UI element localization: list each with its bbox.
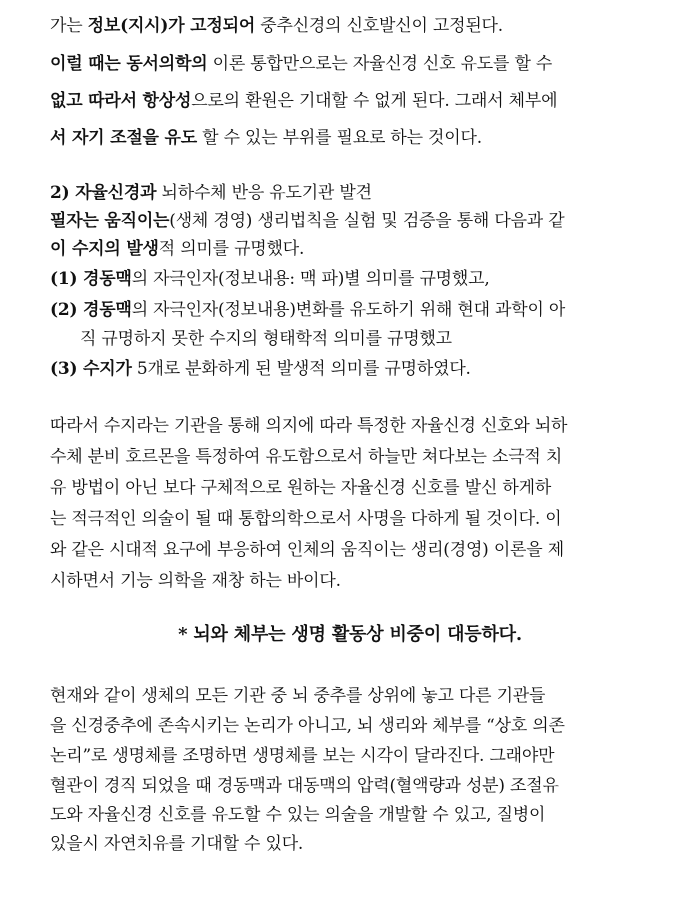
text-run: 적 의미를 규명했다. [158, 239, 305, 259]
text-run: 직 규명하지 못한 수지의 형태학적 의미를 규명했고 [80, 329, 452, 349]
text-run: 이론 통합만으로는 자율신경 신호 유도를 할 수 [207, 54, 553, 74]
list-item [50, 298, 670, 322]
text-line [50, 237, 670, 261]
list-item [50, 267, 670, 291]
text-line [50, 803, 670, 827]
text-run: 따라서 수지라는 기관을 통해 의지에 따라 특정한 자율신경 신호와 뇌하 [50, 416, 568, 436]
text-run: 가는 [50, 16, 88, 36]
text-line [50, 714, 670, 738]
bold-text: 없고 따라서 항상성 [50, 91, 192, 111]
bold-text: 서 자기 조절을 유도 [50, 128, 197, 148]
text-run: 혈관이 경직 되었을 때 경동맥과 대동맥의 압력(혈액량과 성분) 조절유 [50, 776, 559, 796]
text-run: 도와 자율신경 신호를 유도할 수 있는 의술을 개발할 수 있고, 질병이 [50, 805, 546, 825]
text-line [50, 14, 670, 38]
text-run: 있을시 자연치유를 기대할 수 있다. [50, 834, 304, 854]
bold-text: (1) 경동맥 [50, 269, 132, 289]
text-line [50, 209, 670, 233]
text-line [50, 507, 670, 531]
bold-text: 필자는 움직이는 [50, 211, 170, 231]
text-run: 의 자극인자(정보내용)변화를 유도하기 위해 현대 과학이 아 [131, 300, 566, 320]
text-run: 와 같은 시대적 요구에 부응하여 인체의 움직이는 생리(경영) 이론을 제 [50, 540, 564, 560]
text-run: 는 적극적인 의술이 될 때 통합의학으로서 사명을 다하게 될 것이다. 이 [50, 509, 562, 529]
text-line [50, 569, 670, 593]
bold-text: (3) 수지가 [50, 359, 132, 379]
text-line [50, 476, 670, 500]
bold-text: (2) 경동맥 [50, 300, 132, 320]
text-run: 유 방법이 아닌 보다 구체적으로 원하는 자율신경 신호를 발신 하게하 [50, 478, 552, 498]
bold-text: 때는 동서의학의 [88, 54, 208, 74]
bold-text: 이 수지의 발생 [50, 239, 159, 259]
text-line [50, 684, 670, 708]
bold-text: 이럴 [50, 54, 89, 74]
text-line [50, 414, 670, 438]
text-run: 5개로 분화하게 된 발생적 의미를 규명하였다. [131, 359, 471, 379]
text-run: 현재와 같이 생체의 모든 기관 중 뇌 중추를 상위에 놓고 다른 기관들 [50, 686, 546, 706]
text-line [50, 126, 670, 150]
text-line [50, 52, 670, 76]
text-run: 의 자극인자(정보내용: 맥 파)별 의미를 규명했고, [131, 269, 490, 289]
text-line [50, 744, 670, 768]
bold-text: 정보(지시)가 고정되어 [87, 16, 256, 36]
list-item-continuation [80, 327, 670, 351]
list-item [50, 357, 670, 381]
text-run: 수체 분비 호르몬을 특정하여 유도함으로서 하늘만 쳐다보는 소극적 치 [50, 447, 563, 467]
text-run: 뇌하수체 반응 유도기관 발견 [156, 183, 372, 203]
text-run: 으로의 환원은 기대할 수 없게 된다. 그래서 체부에 [191, 91, 558, 111]
text-line [50, 832, 670, 856]
section-title: * 뇌와 체부는 생명 활동상 비중이 대등하다. [178, 624, 522, 645]
text-line [50, 445, 670, 469]
text-run: 시하면서 기능 의학을 재창 하는 바이다. [50, 571, 341, 591]
text-run: 을 신경중추에 존속시키는 논리가 아니고, 뇌 생리와 체부를 “상호 의존 [50, 716, 565, 736]
text-run: 논리”로 생명체를 조명하면 생명체를 보는 시각이 달라진다. 그래야만 [50, 746, 555, 766]
section-heading [50, 181, 670, 205]
text-run: (생체 경영) 생리법칙을 실험 및 검증을 통해 다음과 같 [169, 211, 565, 231]
text-line [50, 774, 670, 798]
text-line [50, 538, 670, 562]
text-line [50, 89, 670, 113]
text-run: 중추신경의 신호발신이 고정된다. [255, 16, 503, 36]
text-run: 할 수 있는 부위를 필요로 하는 것이다. [196, 128, 482, 148]
bold-text: 2) 자율신경과 [50, 183, 157, 203]
